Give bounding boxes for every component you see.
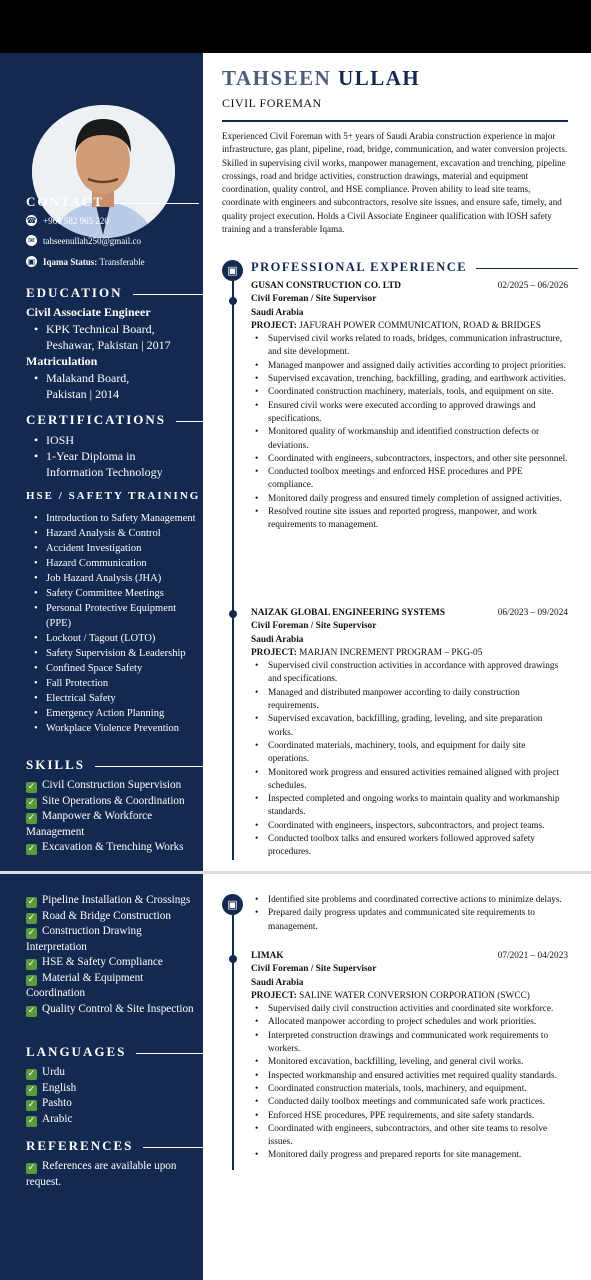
phone-text: +966 582 965 220 — [43, 215, 109, 226]
job-bullet: • Coordinated with engineers, subcontractors, and other site teams to resolve issues. — [255, 1123, 568, 1150]
skill-item: ✓ Pipeline Installation & Crossings — [27, 894, 191, 907]
skill-item: ✓ Material & Equipment Coordination — [26, 971, 144, 999]
job-bullet: • Monitored quality of workmanship and identified construction defects or deviations. — [255, 426, 568, 453]
job-bullet: • Resolved routine site issues and reported progress, manpower, and work requirements to management. — [255, 506, 568, 533]
hse-item: • Emergency Action Planning — [34, 706, 199, 721]
check-icon: ✓ — [27, 1069, 36, 1079]
sidebar-page-1 — [0, 53, 203, 872]
summary-text: Experienced Civil Foreman with 5+ years of Saudi Arabia construction experience in major infrastructure, gas plant, pipeline, road, bridge, communication, and water conversion projects. Skilled in supervising civil works, manpower management, excavation and trenching, pipeline crossings, road and bridge activities, construction drawings, material and equipment coordination, quality control, and HSE compliance. Proven ability to lead site teams, coordinate with engineers and subcontractors, resolve site issues, and ensure safe, timely, and quality project execution. Holds a Civil Associate Engineer qualification with IOSH safety training and a transferable Iqama. — [222, 131, 568, 235]
edu1-list — [34, 321, 194, 353]
skill-item: ✓ Road & Bridge Construction — [27, 909, 171, 923]
job-bullet: • Identified site problems and coordinated corrective actions to minimize delays. — [255, 894, 568, 907]
check-icon: ✓ — [27, 782, 36, 792]
references-text: ✓ References are available upon request. — [26, 1160, 177, 1188]
skill-item: ✓ Civil Construction Supervision — [27, 779, 182, 792]
edu2-title: Matriculation — [26, 354, 98, 368]
job-entry-naizak — [251, 607, 568, 860]
hse-item: • Job Hazard Analysis (JHA) — [34, 571, 199, 586]
job-bullet: • Interpreted construction drawings and communicated work requirements to workers. — [255, 1030, 568, 1057]
hse-item: • Confined Space Safety — [34, 661, 199, 676]
job-project: PROJECT: SALINE WATER CONVERSION CORPORATION (SWCC) — [251, 990, 530, 1001]
briefcase-icon: ▣ — [222, 260, 243, 281]
skill-item: ✓ Excavation & Trenching Works — [27, 841, 184, 854]
job-bullet: • Supervised excavation, trenching, backfilling, grading, and earthwork activities. — [255, 373, 568, 386]
skill-item: ✓ HSE & Safety Compliance — [27, 956, 163, 969]
skills-list-page-2 — [26, 893, 198, 1017]
job-bullet: • Monitored work progress and ensured activities remained aligned with project schedules. — [255, 767, 568, 794]
timeline-line — [232, 915, 234, 1170]
timeline-dot — [229, 610, 237, 618]
hse-item: • Fall Protection — [34, 676, 199, 691]
job-bullet: • Supervised civil works related to roads, bridges, communication infrastructure, and site development. — [255, 333, 568, 360]
edu2-detail: • Malakand Board, Pakistan | 2014 — [34, 370, 154, 402]
edu1-detail: • KPK Technical Board, Peshawar, Pakistan | 2017 — [34, 321, 194, 353]
hse-item: • Introduction to Safety Management — [34, 511, 199, 526]
check-icon: ✓ — [27, 1005, 36, 1016]
job-bullets — [255, 333, 568, 532]
certification-item: • 1-Year Diploma in Information Technology — [34, 448, 194, 480]
language-item: ✓ Arabic — [27, 1112, 73, 1126]
candidate-name: TAHSEEN ULLAH — [222, 66, 421, 90]
job-title: Civil Foreman / Site Supervisor — [251, 621, 377, 632]
check-icon: ✓ — [27, 813, 36, 823]
job-bullet: • Conducted toolbox talks and ensured workers followed approved safety procedures. — [255, 833, 568, 860]
check-icon: ✓ — [27, 1084, 36, 1095]
job-bullet: • Coordinated construction materials, tools, machinery, and equipment. — [255, 1083, 568, 1096]
job-bullet: • Inspected workmanship and ensured activities met required quality standards. — [255, 1070, 568, 1083]
job-bullet: • Supervised daily civil construction activities and coordinated site workforce. — [255, 1003, 568, 1016]
language-item: ✓ Pashto — [27, 1097, 72, 1110]
education-heading: EDUCATION — [26, 285, 211, 301]
job-bullets — [255, 894, 568, 934]
check-icon: ✓ — [27, 959, 36, 969]
job-bullet: • Coordinated construction machinery, materials, tools, and equipment on site. — [255, 386, 568, 399]
briefcase-icon: ▣ — [222, 894, 243, 915]
skill-item: ✓ Site Operations & Coordination — [27, 794, 185, 808]
job-bullet: • Monitored excavation, backfilling, leveling, and general civil works. — [255, 1056, 568, 1069]
job-role: CIVIL FOREMAN — [222, 96, 322, 110]
check-icon: ✓ — [27, 928, 36, 938]
iqama-value: Transferable — [99, 256, 145, 267]
contact-phone[interactable] — [26, 215, 109, 226]
timeline-line — [232, 281, 234, 860]
hse-item: • Lockout / Tagout (LOTO) — [34, 631, 199, 646]
email-text: tahseenullah250@gmail.co — [43, 235, 142, 246]
hse-item: • Accident Investigation — [34, 541, 199, 556]
job-bullet: • Supervised civil construction activities in accordance with approved drawings and specifications. — [255, 660, 568, 687]
job-bullet: • Ensured civil works were executed according to approved drawings and specifications. — [255, 400, 568, 427]
edu2-list — [34, 370, 154, 402]
certifications-heading: CERTIFICATIONS — [26, 412, 220, 428]
job-dates: 02/2025 – 06/2026 — [497, 281, 568, 291]
skill-item: ✓ Manpower & Workforce Management — [26, 810, 153, 838]
skill-item: ✓ Construction Drawing Interpretation — [26, 925, 142, 953]
check-icon: ✓ — [27, 912, 36, 923]
hse-heading: HSE / SAFETY TRAINING — [26, 490, 201, 502]
job-location: Saudi Arabia — [251, 977, 304, 988]
job-title: Civil Foreman / Site Supervisor — [251, 294, 377, 305]
id-card-icon: ▣ — [27, 257, 36, 266]
job-bullet: • Enforced HSE procedures, PPE requirements, and site safety standards. — [255, 1110, 568, 1123]
job-dates: 06/2023 – 09/2024 — [497, 608, 568, 618]
hse-list — [34, 511, 199, 736]
job-entry-naizak-continued — [251, 894, 568, 934]
email-icon: ✉ — [26, 235, 37, 246]
check-icon: ✓ — [27, 1115, 36, 1126]
job-project: PROJECT: MARJAN INCREMENT PROGRAM – PKG-05 — [251, 647, 483, 658]
timeline-dot — [229, 955, 237, 963]
contact-iqama — [26, 256, 145, 267]
job-bullet: • Conducted toolbox meetings and enforced HSE procedures and PPE compliance. — [255, 466, 568, 493]
certifications-list — [34, 432, 194, 480]
hse-item: • Hazard Communication — [34, 556, 199, 571]
job-entry-limak — [251, 950, 568, 1163]
check-icon: ✓ — [27, 897, 36, 907]
job-bullet: • Coordinated materials, machinery, tools, and equipment for daily site operations. — [255, 740, 568, 767]
job-bullet: • Managed manpower and assigned daily activities according to project priorities. — [255, 360, 568, 373]
job-title: Civil Foreman / Site Supervisor — [251, 964, 377, 975]
skills-heading: SKILLS — [26, 757, 210, 773]
job-location: Saudi Arabia — [251, 634, 304, 645]
check-icon: ✓ — [27, 844, 36, 854]
check-icon: ✓ — [27, 1100, 36, 1110]
job-bullet: • Managed and distributed manpower according to daily construction requirements. — [255, 687, 568, 714]
edu1-title: Civil Associate Engineer — [26, 305, 151, 319]
hse-item: • Safety Supervision & Leadership — [34, 646, 199, 661]
language-item: ✓ English — [27, 1081, 77, 1095]
job-bullet: • Monitored daily progress and ensured timely completion of assigned activities. — [255, 493, 568, 506]
hse-item: • Safety Committee Meetings — [34, 586, 199, 601]
company-name: GUSAN CONSTRUCTION CO. LTD — [251, 281, 401, 291]
job-bullets — [255, 1003, 568, 1163]
job-bullet: • Supervised excavation, backfilling, grading, leveling, and site preparation works. — [255, 713, 568, 740]
job-bullet: • Coordinated with engineers, subcontractors, inspectors, and other site personnel. — [255, 453, 568, 466]
references-heading: REFERENCES — [26, 1138, 205, 1154]
job-project: PROJECT: JAFURAH POWER COMMUNICATION, ROAD & BRIDGES — [251, 320, 541, 331]
job-bullets — [255, 660, 568, 859]
hse-item: • Personal Protective Equipment (PPE) — [34, 601, 199, 631]
company-name: LIMAK — [251, 951, 284, 961]
job-bullet: • Inspected completed and ongoing works to maintain quality and workmanship standards. — [255, 793, 568, 820]
skills-list-page-1 — [26, 778, 198, 856]
check-icon: ✓ — [27, 974, 36, 985]
job-bullet: • Allocated manpower according to project schedules and work priorities. — [255, 1016, 568, 1029]
job-dates: 07/2021 – 04/2023 — [497, 951, 568, 961]
hse-item: • Electrical Safety — [34, 691, 199, 706]
phone-icon: ☎ — [26, 216, 37, 225]
hse-item: • Workplace Violence Prevention — [34, 721, 199, 736]
job-bullet: • Conducted daily toolbox meetings and communicated safe work practices. — [255, 1096, 568, 1109]
certification-item: • IOSH — [34, 432, 194, 448]
job-entry-gusan — [251, 280, 568, 533]
timeline-dot — [229, 297, 237, 305]
hse-item: • Hazard Analysis & Control — [34, 526, 199, 541]
job-bullet: • Prepared daily progress updates and communicated site requirements to management. — [255, 907, 568, 934]
experience-heading: PROFESSIONAL EXPERIENCE — [251, 260, 578, 275]
iqama-label: Iqama Status: — [43, 256, 98, 267]
check-icon: ✓ — [27, 797, 36, 808]
contact-heading: CONTACT — [26, 194, 199, 210]
skill-item: ✓ Quality Control & Site Inspection — [27, 1002, 194, 1016]
check-icon: ✓ — [27, 1163, 36, 1173]
language-item: ✓ Urdu — [27, 1066, 65, 1079]
job-bullet: • Coordinated with engineers, inspectors, subcontractors, and project teams. — [255, 820, 568, 833]
sidebar-page-2 — [0, 874, 203, 1280]
languages-list — [26, 1065, 198, 1127]
job-location: Saudi Arabia — [251, 307, 304, 318]
company-name: NAIZAK GLOBAL ENGINEERING SYSTEMS — [251, 608, 445, 618]
top-black-bar — [0, 0, 591, 53]
contact-email[interactable] — [26, 235, 141, 246]
header-divider — [222, 120, 568, 122]
languages-heading: LANGUAGES — [26, 1044, 216, 1060]
job-bullet: • Monitored daily progress and prepared reports for site management. — [255, 1149, 568, 1162]
